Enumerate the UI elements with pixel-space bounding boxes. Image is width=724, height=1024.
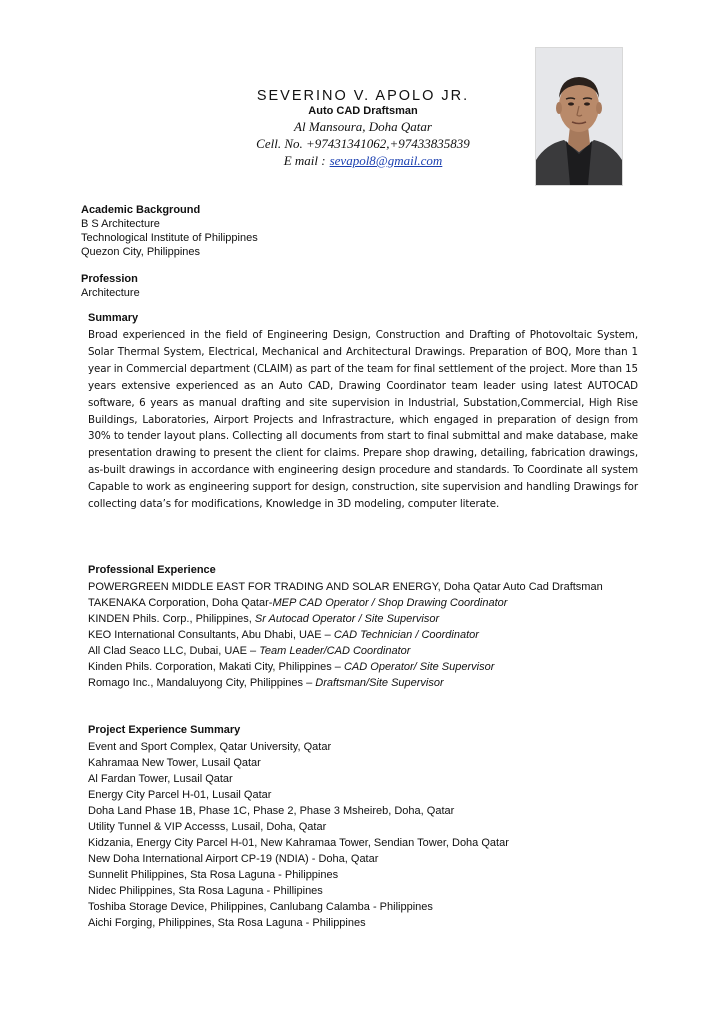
- experience-role: CAD Technician / Coordinator: [333, 629, 479, 641]
- project-item: Energy City Parcel H-01, Lusail Qatar: [88, 789, 272, 801]
- projects-heading: Project Experience Summary: [88, 724, 241, 736]
- email-link[interactable]: sevapol8@gmail.com: [329, 153, 443, 168]
- experience-role: Team Leader/CAD Coordinator: [259, 645, 411, 657]
- applicant-address: Al Mansoura, Doha Qatar: [294, 119, 432, 134]
- experience-company: KINDEN Phils. Corp., Philippines,: [88, 613, 255, 625]
- experience-company: Kinden Phils. Corporation, Makati City, Philippines –: [88, 661, 344, 673]
- experience-company: KEO International Consultants, Abu Dhabi, UAE –: [88, 629, 334, 641]
- profile-photo-illustration: [536, 48, 622, 185]
- project-item: Toshiba Storage Device, Philippines, Canlubang Calamba - Philippines: [88, 901, 433, 913]
- project-item: Kahramaa New Tower, Lusail Qatar: [88, 757, 261, 769]
- project-item: Kidzania, Energy City Parcel H-01, New Kahramaa Tower, Sendian Tower, Doha Qatar: [88, 837, 509, 849]
- summary-heading: Summary: [88, 312, 139, 324]
- experience-role: Sr Autocad Operator / Site Supervisor: [254, 613, 440, 625]
- academic-line: Technological Institute of Philippines: [81, 232, 258, 244]
- projects-section: [88, 723, 628, 931]
- project-item: Al Fardan Tower, Lusail Qatar: [88, 773, 233, 785]
- project-item: New Doha International Airport CP-19 (NDIA) - Doha, Qatar: [88, 853, 379, 865]
- experience-item: [88, 659, 628, 675]
- project-item: Event and Sport Complex, Qatar University, Qatar: [88, 741, 332, 753]
- summary-text: Broad experienced in the field of Engineering Design, Construction and Drafting of Photovoltaic System, Solar Thermal System, Electrical, Mechanical and Architectural Drawings. Preparation of BOQ, More than 1 year in Commercial department (CLAIM) as part of the team for final settlement of the project. More than 15 years extensive experienced as an Auto CAD, Drawing Coordinator team leader using latest AUTOCAD software, 6 years as manual drafting and site supervision in Industrial, Substation,Commercial, High Rise Buildings, Laboratories, Airport Projects and Infrastracture, which engaged in preparation of design from 30% to tender layout plans. Collecting all documents from start to final submittal and make database, make presentation drawing to present the client for claims. Prepare shop drawing, detailing, fabrication drawings, as-built drawings in accordance with engineering design procedure and standards. To Coordinate all system Capable to work as engineering support for design, construction, site supervision and handling Drawings for collecting data’s for modifications, Knowledge in 3D modeling, computer literate.: [88, 329, 638, 511]
- project-item: Nidec Philippines, Sta Rosa Laguna - Phillipines: [88, 885, 323, 897]
- experience-company: POWERGREEN MIDDLE EAST FOR TRADING AND SOLAR ENERGY, Doha Qatar Auto Cad Draftsman: [88, 581, 603, 593]
- profession-section: [81, 272, 140, 300]
- experience-item: [88, 627, 628, 643]
- experience-company: Romago Inc., Mandaluyong City, Philippines –: [88, 677, 316, 689]
- project-item: Doha Land Phase 1B, Phase 1C, Phase 2, Phase 3 Msheireb, Doha, Qatar: [88, 805, 455, 817]
- profile-photo: [535, 47, 623, 186]
- project-item: Aichi Forging, Philippines, Sta Rosa Laguna - Philippines: [88, 917, 366, 929]
- experience-company: TAKENAKA Corporation, Doha Qatar-: [88, 597, 273, 609]
- applicant-title: Auto CAD Draftsman: [308, 105, 418, 117]
- academic-line: B S Architecture: [81, 218, 160, 230]
- experience-item: [88, 579, 628, 595]
- experience-role: CAD Operator/ Site Supervisor: [343, 661, 495, 673]
- experience-section: [88, 563, 628, 691]
- experience-role: Draftsman/Site Supervisor: [315, 677, 444, 689]
- summary-section: [88, 311, 638, 513]
- email-label: E mail :: [283, 153, 326, 168]
- academic-line: Quezon City, Philippines: [81, 246, 201, 258]
- experience-item: [88, 595, 628, 611]
- experience-item: [88, 643, 628, 659]
- project-item: Utility Tunnel & VIP Accesss, Lusail, Doha, Qatar: [88, 821, 327, 833]
- experience-heading: Professional Experience: [88, 564, 216, 576]
- experience-role: MEP CAD Operator / Shop Drawing Coordinator: [272, 597, 508, 609]
- email-line: [200, 153, 526, 169]
- project-item: Sunnelit Philippines, Sta Rosa Laguna - Philippines: [88, 869, 339, 881]
- academic-heading: Academic Background: [81, 204, 201, 216]
- academic-section: [81, 203, 258, 259]
- experience-item: [88, 611, 628, 627]
- profession-heading: Profession: [81, 273, 138, 285]
- applicant-name: SEVERINO V. APOLO JR.: [256, 88, 470, 104]
- experience-item: [88, 675, 628, 691]
- experience-company: All Clad Seaco LLC, Dubai, UAE –: [88, 645, 260, 657]
- profession-value: Architecture: [81, 287, 140, 299]
- applicant-phone: Cell. No. +97431341062,+97433835839: [256, 136, 470, 151]
